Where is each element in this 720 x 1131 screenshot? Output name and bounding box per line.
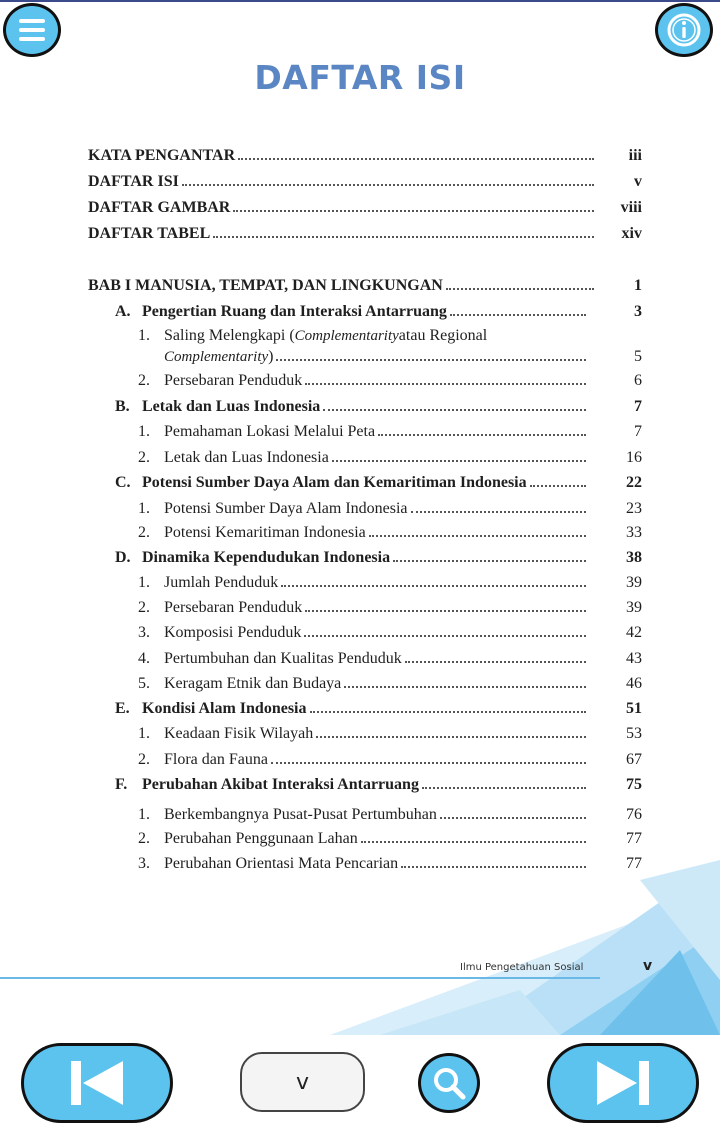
entry-number: 1.	[138, 806, 150, 823]
entry-text: Complementarity	[164, 349, 269, 365]
entry-text: Pengertian Ruang dan Interaksi Antarruang	[142, 303, 447, 320]
entry-label	[138, 751, 268, 769]
leader-dots	[422, 787, 586, 789]
decorative-background	[0, 860, 720, 1035]
entry-page-number: 5	[634, 348, 642, 365]
section-letter: C.	[115, 474, 131, 491]
entry-text: Persebaran Penduduk	[164, 372, 303, 389]
entry-text: Kondisi Alam Indonesia	[142, 700, 307, 717]
page-title: DAFTAR ISI	[254, 58, 466, 97]
leader-dots	[332, 460, 586, 462]
entry-number: 1.	[138, 423, 150, 440]
entry-page-number: 22	[626, 474, 642, 491]
footer-page-number: v	[643, 958, 653, 974]
entry-text: Pertumbuhan dan Kualitas Penduduk	[164, 650, 402, 667]
footer-divider	[0, 977, 600, 979]
entry-number: 1.	[138, 725, 150, 742]
toc-item[interactable]	[138, 624, 642, 648]
entry-number: 2.	[138, 372, 150, 389]
entry-text: Perubahan Penggunaan Lahan	[164, 830, 358, 847]
leader-dots	[271, 762, 586, 764]
entry-page-number: 39	[626, 599, 642, 616]
leader-dots	[305, 383, 586, 385]
entry-label	[115, 776, 419, 794]
entry-page-number: 67	[626, 751, 642, 768]
search-button[interactable]	[418, 1053, 480, 1113]
entry-label	[88, 147, 235, 165]
toc-item[interactable]	[138, 806, 642, 830]
toc-item[interactable]	[138, 675, 642, 699]
entry-label	[88, 173, 179, 191]
entry-text: )	[268, 348, 274, 365]
entry-text: Persebaran Penduduk	[164, 599, 303, 616]
skip-previous-icon	[69, 1059, 125, 1107]
entry-page-number: 75	[626, 776, 642, 793]
leader-dots	[276, 359, 586, 361]
entry-text: Flora dan Fauna	[164, 751, 268, 768]
entry-text: Saling Melengkapi (	[164, 327, 295, 344]
toc-item[interactable]	[138, 830, 642, 854]
entry-label	[138, 500, 408, 518]
leader-dots	[446, 288, 594, 290]
entry-number: 2.	[138, 449, 150, 466]
entry-label	[138, 449, 329, 467]
entry-label	[138, 574, 278, 592]
leader-dots	[281, 585, 586, 587]
entry-page-number: iii	[628, 147, 642, 164]
toc-section[interactable]	[115, 303, 642, 327]
leader-dots	[213, 236, 594, 238]
entry-page-number: 46	[626, 675, 642, 692]
entry-label	[88, 277, 443, 295]
entry-label	[88, 225, 210, 243]
entry-label	[138, 423, 375, 441]
section-letter: A.	[115, 303, 131, 320]
entry-page-number: 1	[634, 277, 642, 294]
previous-page-button[interactable]	[21, 1043, 173, 1123]
entry-text: Komposisi Penduduk	[164, 624, 302, 641]
search-icon	[429, 1063, 469, 1103]
entry-number: 1.	[138, 327, 150, 344]
toc-item[interactable]	[138, 500, 642, 524]
section-letter: E.	[115, 700, 130, 717]
toc-entry[interactable]	[88, 147, 642, 171]
entry-text: Keragam Etnik dan Budaya	[164, 675, 342, 692]
entry-text: Jumlah Penduduk	[164, 574, 279, 591]
entry-label	[115, 303, 447, 321]
entry-number: 5.	[138, 675, 150, 692]
leader-dots	[182, 184, 594, 186]
entry-number: 2.	[138, 830, 150, 847]
entry-text: Pemahaman Lokasi Melalui Peta	[164, 423, 376, 440]
entry-label	[115, 398, 320, 416]
toc-item[interactable]	[138, 449, 642, 473]
section-letter: B.	[115, 398, 130, 415]
leader-dots	[369, 535, 586, 537]
toc-section[interactable]	[115, 474, 642, 498]
entry-page-number: 3	[634, 303, 642, 320]
toc-chapter[interactable]	[88, 277, 642, 301]
toc-item[interactable]	[138, 524, 642, 548]
toc-section[interactable]	[115, 549, 642, 573]
entry-text: DAFTAR ISI	[88, 173, 179, 190]
toc-entry[interactable]	[88, 199, 642, 223]
entry-number: 1.	[138, 574, 150, 591]
entry-label	[88, 199, 230, 217]
toc-entry[interactable]	[88, 225, 642, 249]
leader-dots	[304, 635, 586, 637]
toc-item[interactable]	[138, 372, 642, 396]
leader-dots	[238, 158, 594, 160]
entry-page-number: 16	[626, 449, 642, 466]
leader-dots	[233, 210, 594, 212]
toc-item[interactable]	[138, 751, 642, 775]
leader-dots	[393, 560, 586, 562]
toc-section[interactable]	[115, 700, 642, 724]
entry-text: Perubahan Akibat Interaksi Antarruang	[142, 776, 419, 793]
toc-section[interactable]	[115, 398, 642, 422]
entry-page-number: 7	[634, 423, 642, 440]
entry-text: BAB I MANUSIA, TEMPAT, DAN LINGKUNGAN	[88, 277, 443, 294]
leader-dots	[530, 485, 586, 487]
entry-page-number: 51	[626, 700, 642, 717]
leader-dots	[316, 736, 586, 738]
toc-entry[interactable]	[88, 173, 642, 197]
entry-text: Keadaan Fisik Wilayah	[164, 725, 314, 742]
entry-number: 3.	[138, 855, 150, 872]
leader-dots	[323, 409, 586, 411]
entry-label	[115, 700, 307, 718]
entry-page-number: 76	[626, 806, 642, 823]
entry-text: Potensi Kemaritiman Indonesia	[164, 524, 366, 541]
entry-label	[115, 549, 390, 567]
entry-label	[138, 675, 341, 693]
entry-text: Potensi Sumber Daya Alam dan Kemaritiman Indonesia	[142, 474, 527, 491]
leader-dots	[440, 817, 586, 819]
footer-book-title: Ilmu Pengetahuan Sosial	[460, 962, 584, 973]
leader-dots	[310, 711, 587, 713]
toc-item[interactable]	[138, 650, 642, 674]
entry-page-number: 42	[626, 624, 642, 641]
leader-dots	[450, 314, 586, 316]
entry-text: atau Regional	[398, 327, 488, 344]
skip-next-icon	[595, 1059, 651, 1107]
leader-dots	[378, 434, 586, 436]
entry-text: Complementarity	[294, 328, 399, 344]
toc-section[interactable]	[115, 776, 642, 800]
entry-number: 1.	[138, 500, 150, 517]
entry-label	[115, 474, 527, 492]
entry-text: DAFTAR TABEL	[88, 225, 211, 242]
entry-number: 2.	[138, 599, 150, 616]
entry-label	[138, 524, 366, 542]
toc-item[interactable]	[138, 725, 642, 749]
entry-text: Berkembangnya Pusat-Pusat Pertumbuhan	[164, 806, 437, 823]
toc-item[interactable]	[164, 348, 642, 372]
next-page-button[interactable]	[547, 1043, 699, 1123]
toc-item[interactable]	[138, 599, 642, 623]
entry-text: Potensi Sumber Daya Alam Indonesia	[164, 500, 408, 517]
entry-page-number: 33	[626, 524, 642, 541]
entry-page-number: 7	[634, 398, 642, 415]
leader-dots	[305, 610, 586, 612]
entry-label	[164, 348, 273, 366]
entry-page-number: v	[634, 173, 642, 190]
entry-label	[138, 830, 358, 848]
toc-item[interactable]	[138, 423, 642, 447]
entry-number: 2.	[138, 524, 150, 541]
entry-label	[138, 624, 301, 642]
entry-number: 4.	[138, 650, 150, 667]
section-letter: D.	[115, 549, 131, 566]
section-letter: F.	[115, 776, 128, 793]
entry-text: Perubahan Orientasi Mata Pencarian	[164, 855, 399, 872]
entry-page-number: 77	[626, 855, 642, 872]
entry-text: Letak dan Luas Indonesia	[164, 449, 329, 466]
entry-text: Dinamika Kependudukan Indonesia	[142, 549, 391, 566]
entry-label	[138, 372, 302, 390]
entry-text: Letak dan Luas Indonesia	[142, 398, 321, 415]
leader-dots	[344, 686, 586, 688]
entry-page-number: viii	[620, 199, 642, 216]
entry-label	[138, 650, 402, 668]
entry-page-number: 38	[626, 549, 642, 566]
toc-item[interactable]	[138, 574, 642, 598]
entry-page-number: 43	[626, 650, 642, 667]
leader-dots	[361, 841, 586, 843]
entry-label	[138, 599, 302, 617]
entry-page-number: xiv	[621, 225, 642, 242]
entry-number: 2.	[138, 751, 150, 768]
entry-page-number: 77	[626, 830, 642, 847]
entry-text: KATA PENGANTAR	[88, 147, 236, 164]
leader-dots	[411, 511, 586, 513]
entry-page-number: 23	[626, 500, 642, 517]
entry-page-number: 6	[634, 372, 642, 389]
entry-page-number: 39	[626, 574, 642, 591]
current-page-indicator[interactable]: v	[240, 1052, 365, 1112]
entry-number: 3.	[138, 624, 150, 641]
entry-page-number: 53	[626, 725, 642, 742]
entry-label	[138, 725, 313, 743]
entry-text: DAFTAR GAMBAR	[88, 199, 231, 216]
leader-dots	[405, 661, 586, 663]
entry-label	[138, 806, 437, 824]
